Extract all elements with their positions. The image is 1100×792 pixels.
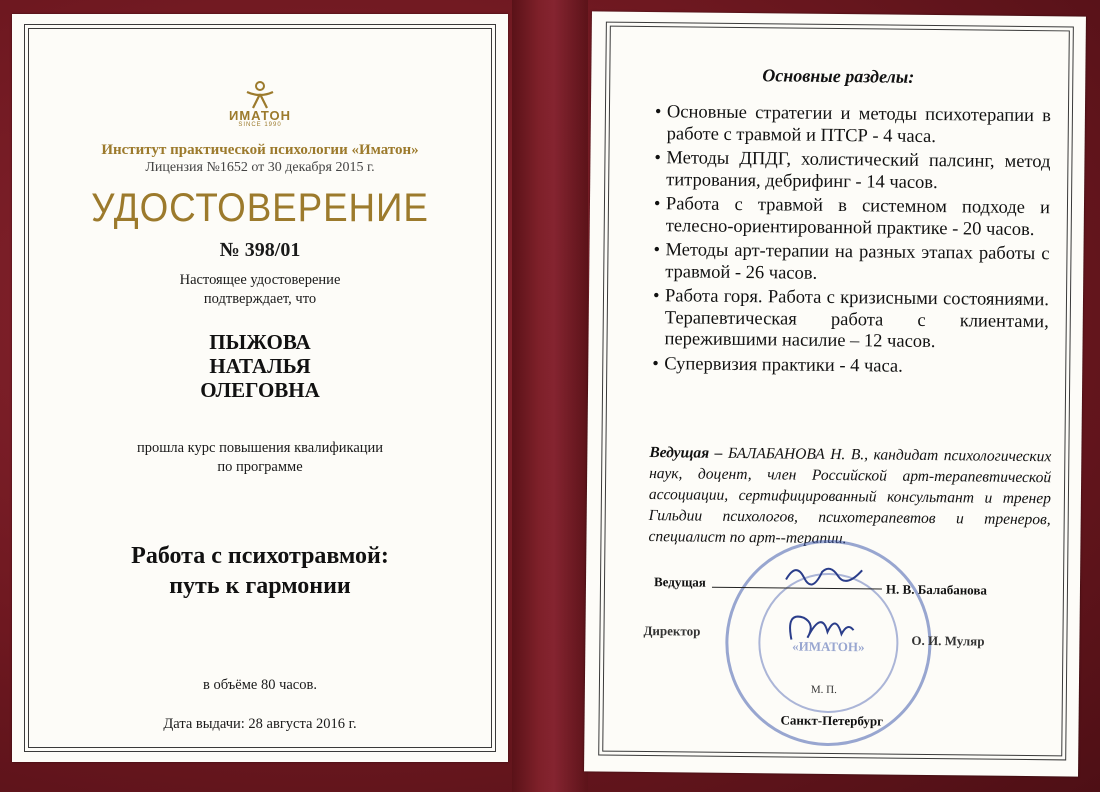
- section-item: [655, 240, 1049, 287]
- city-label: Санкт-Петербург: [780, 712, 884, 729]
- course-line: прошла курс повышения квалификации: [136, 440, 384, 456]
- logo-name: ИМАТОН: [228, 108, 292, 123]
- cover-spine: [512, 0, 588, 792]
- section-item: [654, 354, 1048, 380]
- institute-name: Институт практической психологии «Иматон»: [101, 142, 419, 158]
- section-item: [654, 286, 1049, 355]
- program-line: путь к гармонии: [169, 573, 351, 599]
- director-signature-icon: [781, 603, 862, 654]
- bullet-icon: •: [653, 240, 661, 261]
- logo-figure-icon: [243, 80, 277, 110]
- section-text: Методы ДПДГ, холистический палсинг, метод титрования, дебрифинг - 14 часов.: [666, 148, 1051, 193]
- issue-date: Дата выдачи: 28 августа 2016 г.: [163, 716, 357, 732]
- imaton-logo: [12, 80, 508, 128]
- bullet-icon: •: [652, 353, 659, 374]
- course-text: [12, 439, 508, 477]
- section-item: [654, 102, 1052, 149]
- confirm-line: Настоящее удостоверение: [179, 272, 341, 288]
- sig-director-name: О. И. Муляр: [911, 632, 985, 649]
- program-line: Работа с психотравмой:: [131, 543, 389, 569]
- seal-place-label: М. П.: [810, 683, 837, 697]
- leader-label: Ведущая –: [649, 444, 723, 462]
- stamp-center-text: «ИМАТОН»: [792, 638, 865, 655]
- document-title: УДОСТОВЕРЕНИЕ: [91, 186, 429, 230]
- sig-leader-role: Ведущая: [653, 574, 706, 590]
- leader-description: [648, 442, 1051, 551]
- section-text: Работа горя. Работа с кризисными состояниями. Терапевтическая работа с клиентами, пережившими насилие – 12 часов.: [664, 286, 1050, 353]
- bullet-icon: •: [652, 286, 660, 307]
- leader-signature-icon: [782, 557, 872, 592]
- course-volume: в объёме 80 часов.: [203, 677, 317, 693]
- holder-first-name: НАТАЛЬЯ: [209, 354, 311, 378]
- holder-name: [12, 330, 508, 402]
- sections-list: [654, 102, 1051, 382]
- section-text: Методы арт-терапии на разных этапах работы с травмой - 26 часов.: [665, 240, 1050, 284]
- section-item: [653, 194, 1051, 241]
- section-text: Работа с травмой в системном подходе и телесно-ориентированной практике - 20 часов.: [665, 194, 1051, 240]
- program-title: [12, 541, 508, 601]
- bullet-icon: •: [653, 194, 661, 215]
- holder-surname: ПЫЖОВА: [209, 330, 311, 354]
- sig-leader-name: Н. В. Балабанова: [885, 581, 988, 598]
- holder-patronymic: ОЛЕГОВНА: [200, 378, 320, 402]
- bullet-icon: •: [654, 102, 662, 123]
- confirm-line: подтверждает, что: [203, 291, 317, 307]
- course-line: по программе: [217, 459, 303, 475]
- confirm-text: [12, 271, 508, 309]
- sections-title: Основные разделы:: [762, 65, 915, 87]
- right-page: [584, 11, 1086, 776]
- bullet-icon: •: [654, 148, 662, 169]
- left-page: [12, 14, 508, 762]
- section-item: [656, 148, 1050, 195]
- license-line: Лицензия №1652 от 30 декабря 2015 г.: [145, 160, 375, 175]
- logo-since: SINCE 1990: [238, 122, 282, 128]
- sig-director-role: Директор: [643, 623, 701, 639]
- section-text: Основные стратегии и методы психотерапии в работе с травмой и ПТСР - 4 часа.: [666, 102, 1052, 147]
- certificate-number: № 398/01: [219, 239, 301, 261]
- leader-text: БАЛАБАНОВА Н. В., кандидат психологических наук, доцент, член Российской арт-терапевтической ассоциации, сертифицированный консультант и тренер Гильдии психологов, психотерапевтов и тренеров, специалист по арт--терапии.: [648, 444, 1052, 548]
- section-text: Супервизия практики - 4 часа.: [664, 353, 903, 377]
